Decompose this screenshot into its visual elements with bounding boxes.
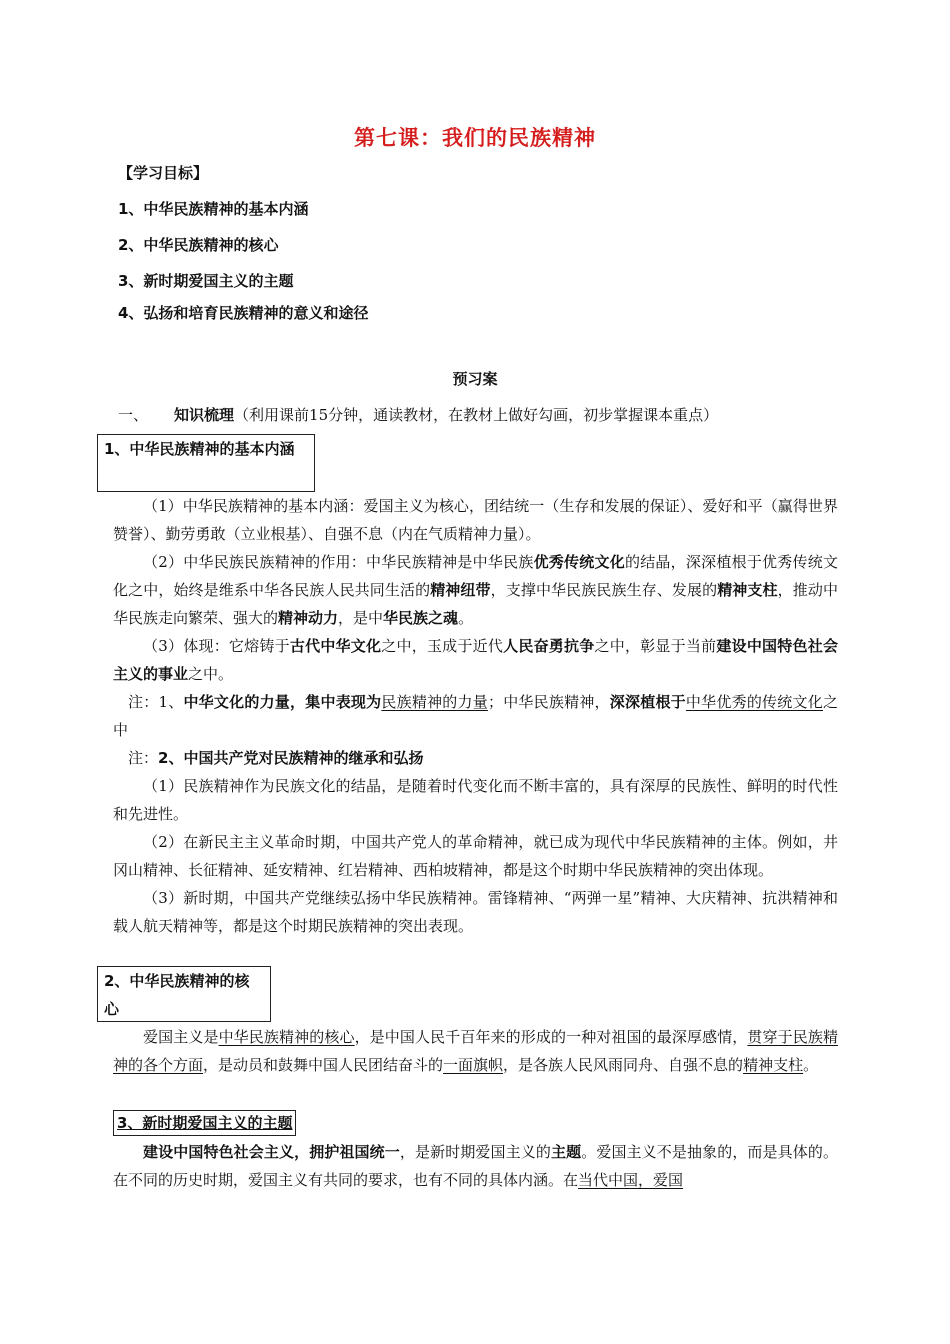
paragraph: （2）中华民族民族精神的作用：中华民族精神是中华民族优秀传统文化的结晶，深深植根于优秀传统文化之中，始终是维系中华各民族人民共同生活的精神纽带，支撑中华民族民族生存、发展的精神支柱，推动中华民族走向繁荣、强大的精神动力，是中华民族之魂。 [113, 553, 838, 627]
section-heading [118, 404, 718, 425]
note: 注：1、中华文化的力量，集中表现为民族精神的力量；中华民族精神，深深植根于中华优秀的传统文化之中 [113, 693, 838, 739]
objective-item: 2、中华民族精神的核心 [118, 236, 279, 254]
preview-heading: 预习案 [452, 370, 498, 388]
paragraph: 爱国主义是中华民族精神的核心，是中国人民千百年来的形成的一种对祖国的最深厚感情，贯穿于民族精神的各个方面，是动员和鼓舞中国人民团结奋斗的一面旗帜，是各族人民风雨同舟、自强不息的精神支柱。 [113, 1028, 838, 1074]
paragraph: （1）民族精神作为民族文化的结晶，是随着时代变化而不断丰富的，具有深厚的民族性、鲜明的时代性和先进性。 [113, 777, 838, 823]
paragraph: 建设中国特色社会主义，拥护祖国统一，是新时期爱国主义的主题。爱国主义不是抽象的，而是具体的。在不同的历史时期，爱国主义有共同的要求，也有不同的具体内涵。在当代中国，爱国 [113, 1143, 838, 1189]
paragraph: （2）在新民主主义革命时期，中国共产党人的革命精神，就已成为现代中华民族精神的主体。例如，井冈山精神、长征精神、延安精神、红岩精神、西柏坡精神，都是这个时期中华民族精神的突出体现。 [113, 833, 838, 879]
objectives-heading: 【学习目标】 [118, 164, 209, 182]
topic-box-3: 3、新时期爱国主义的主题 [113, 1110, 296, 1136]
section-3-body [113, 1138, 838, 1194]
paragraph: （1）中华民族精神的基本内涵：爱国主义为核心，团结统一（生存和发展的保证）、爱好和平（赢得世界赞誉）、勤劳勇敢（立业根基）、自强不息（内在气质精神力量）。 [113, 497, 838, 543]
section-1-body [113, 492, 838, 940]
paragraph: （3）新时期，中国共产党继续弘扬中华民族精神。雷锋精神、“两弹一星”精神、大庆精神、抗洪精神和载人航天精神等，都是这个时期民族精神的突出表现。 [113, 889, 838, 935]
note: 注：2、中国共产党对民族精神的继承和弘扬 [128, 749, 424, 767]
section-2-body [113, 1023, 838, 1079]
section-title: 知识梳理 [174, 406, 235, 424]
objective-item: 3、新时期爱国主义的主题 [118, 272, 294, 290]
objective-item: 1、中华民族精神的基本内涵 [118, 200, 309, 218]
section-number: 一、 [118, 406, 149, 424]
topic-box-2: 2、中华民族精神的核心 [97, 966, 271, 1022]
topic-box-1: 1、中华民族精神的基本内涵 [97, 434, 315, 492]
section-note: （利用课前15分钟，通读教材，在教材上做好勾画，初步掌握课本重点） [234, 406, 719, 424]
page-title: 第七课：我们的民族精神 [354, 126, 596, 150]
paragraph: （3）体现：它熔铸于古代中华文化之中，玉成于近代人民奋勇抗争之中，彰显于当前建设中国特色社会主义的事业之中。 [113, 637, 838, 683]
objective-item: 4、弘扬和培育民族精神的意义和途径 [118, 304, 369, 322]
